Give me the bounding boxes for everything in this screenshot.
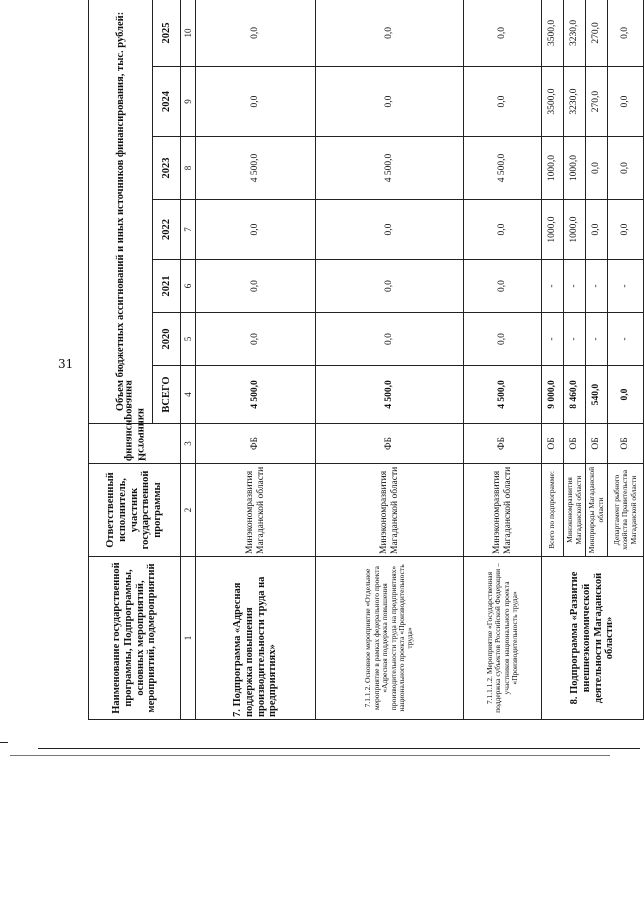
row-source: ОБ	[608, 424, 644, 464]
header-volume: Объем бюджетных ассигнований и иных источников финансирования, тыс. рублей:	[89, 0, 153, 424]
row-value: -	[608, 313, 644, 366]
row-source: ОБ	[542, 424, 564, 464]
table-row	[464, 0, 542, 720]
header-year: ВСЕГО	[153, 366, 181, 424]
row-value: 4 500,0	[316, 137, 464, 200]
page-divider	[10, 755, 610, 756]
header-year: 2024	[153, 67, 181, 137]
header-year: 2023	[153, 137, 181, 200]
row-value: 0,0	[196, 313, 316, 366]
row-value: 1000,0	[542, 200, 564, 260]
row-executor: Минэкономразвития Магаданской области	[316, 464, 464, 557]
row-executor: Минэкономразвития Магаданской области	[564, 464, 586, 557]
row-name: 7.1.1.1.2. Мероприятие «Государственная поддержка субъектов Российской Федерации – участников национального проекта «Производительность труда»	[464, 557, 542, 720]
row-value: 3230,0	[564, 0, 586, 67]
column-number: 3	[181, 424, 196, 464]
column-number: 9	[181, 67, 196, 137]
row-value: 0,0	[608, 137, 644, 200]
row-value: -	[586, 260, 608, 313]
row-value: 0,0	[196, 67, 316, 137]
row-value: 0,0	[464, 0, 542, 67]
row-value: -	[542, 260, 564, 313]
row-value: -	[564, 313, 586, 366]
budget-table-rotated	[88, 0, 638, 720]
column-number: 10	[181, 0, 196, 67]
row-value: 0,0	[316, 260, 464, 313]
header-source-text: Источники финансирования	[123, 380, 147, 461]
budget-table	[88, 0, 644, 720]
row-value: 0,0	[464, 260, 542, 313]
column-number: 7	[181, 200, 196, 260]
table-row	[542, 0, 564, 720]
header-executor: Ответственный исполнитель, участник государственной программы	[89, 464, 181, 557]
row-value: 270,0	[586, 0, 608, 67]
row-value: 0,0	[196, 200, 316, 260]
row-name: 7.1.1.2. Основное мероприятие «Отдельное мероприятие в рамках федерального проекта «Адресная поддержка повышения производительности труда на предприятиях» национального проекта «Производительность труда»	[316, 557, 464, 720]
row-total: 4 500,0	[464, 366, 542, 424]
row-executor: Минэкономразвития Магаданской области	[196, 464, 316, 557]
header-year: 2020	[153, 313, 181, 366]
row-name: 7. Подпрограмма «Адресная поддержка повышения производительности труда на предприятиях»	[196, 557, 316, 720]
column-number: 2	[181, 464, 196, 557]
row-executor: Минэкономразвития Магаданской области	[464, 464, 542, 557]
row-value: 0,0	[464, 200, 542, 260]
row-value: 3500,0	[542, 67, 564, 137]
row-value: 0,0	[608, 200, 644, 260]
row-value: -	[608, 260, 644, 313]
row-executor: Минприроды Магаданской области	[586, 464, 608, 557]
column-number: 8	[181, 137, 196, 200]
header-year: 2021	[153, 260, 181, 313]
row-value: 1000,0	[564, 200, 586, 260]
row-value: 270,0	[586, 67, 608, 137]
row-value: 0,0	[464, 67, 542, 137]
row-executor: Всего по подпрограмме:	[542, 464, 564, 557]
row-total: 540,0	[586, 366, 608, 424]
row-value: 0,0	[316, 313, 464, 366]
row-value: 1000,0	[564, 137, 586, 200]
row-value: -	[586, 313, 608, 366]
row-total: 9 000,0	[542, 366, 564, 424]
row-source: ОБ	[586, 424, 608, 464]
header-year: 2022	[153, 200, 181, 260]
header-name: Наименование государственной программы, Подпрограммы, основных мероприятий, мероприятий, подмероприятий	[89, 557, 181, 720]
row-value: -	[564, 260, 586, 313]
row-value: 0,0	[608, 0, 644, 67]
row-source: ФБ	[316, 424, 464, 464]
row-value: 4 500,0	[464, 137, 542, 200]
row-value: 0,0	[316, 200, 464, 260]
column-numbers-row	[181, 0, 196, 720]
page-divider	[38, 748, 640, 749]
row-total: 0,0	[608, 366, 644, 424]
header-year: 2025	[153, 0, 181, 67]
row-total: 8 460,0	[564, 366, 586, 424]
page-divider	[0, 742, 8, 743]
row-executor: Департамент рыбного хозяйства Правительства Магаданской области	[608, 464, 644, 557]
table-row	[196, 0, 316, 720]
row-value: 4 500,0	[196, 137, 316, 200]
row-value: 0,0	[196, 260, 316, 313]
row-source: ФБ	[464, 424, 542, 464]
row-value: 0,0	[316, 67, 464, 137]
row-value: 0,0	[608, 67, 644, 137]
page-number: 31	[58, 357, 74, 371]
column-number: 1	[181, 557, 196, 720]
row-value: -	[542, 313, 564, 366]
program8-name: 8. Подпрограмма «Развитие внешнеэкономической деятельности Магаданской области»	[542, 557, 644, 720]
row-value: 3500,0	[542, 0, 564, 67]
row-value: 1000,0	[542, 137, 564, 200]
row-value: 0,0	[464, 313, 542, 366]
row-value: 0,0	[316, 0, 464, 67]
row-total: 4 500,0	[316, 366, 464, 424]
row-value: 3230,0	[564, 67, 586, 137]
column-number: 6	[181, 260, 196, 313]
column-number: 4	[181, 366, 196, 424]
row-total: 4 500,0	[196, 366, 316, 424]
row-source: ОБ	[564, 424, 586, 464]
column-number: 5	[181, 313, 196, 366]
row-value: 0,0	[586, 200, 608, 260]
row-value: 0,0	[196, 0, 316, 67]
row-value: 0,0	[586, 137, 608, 200]
row-source: ФБ	[196, 424, 316, 464]
table-row	[316, 0, 464, 720]
